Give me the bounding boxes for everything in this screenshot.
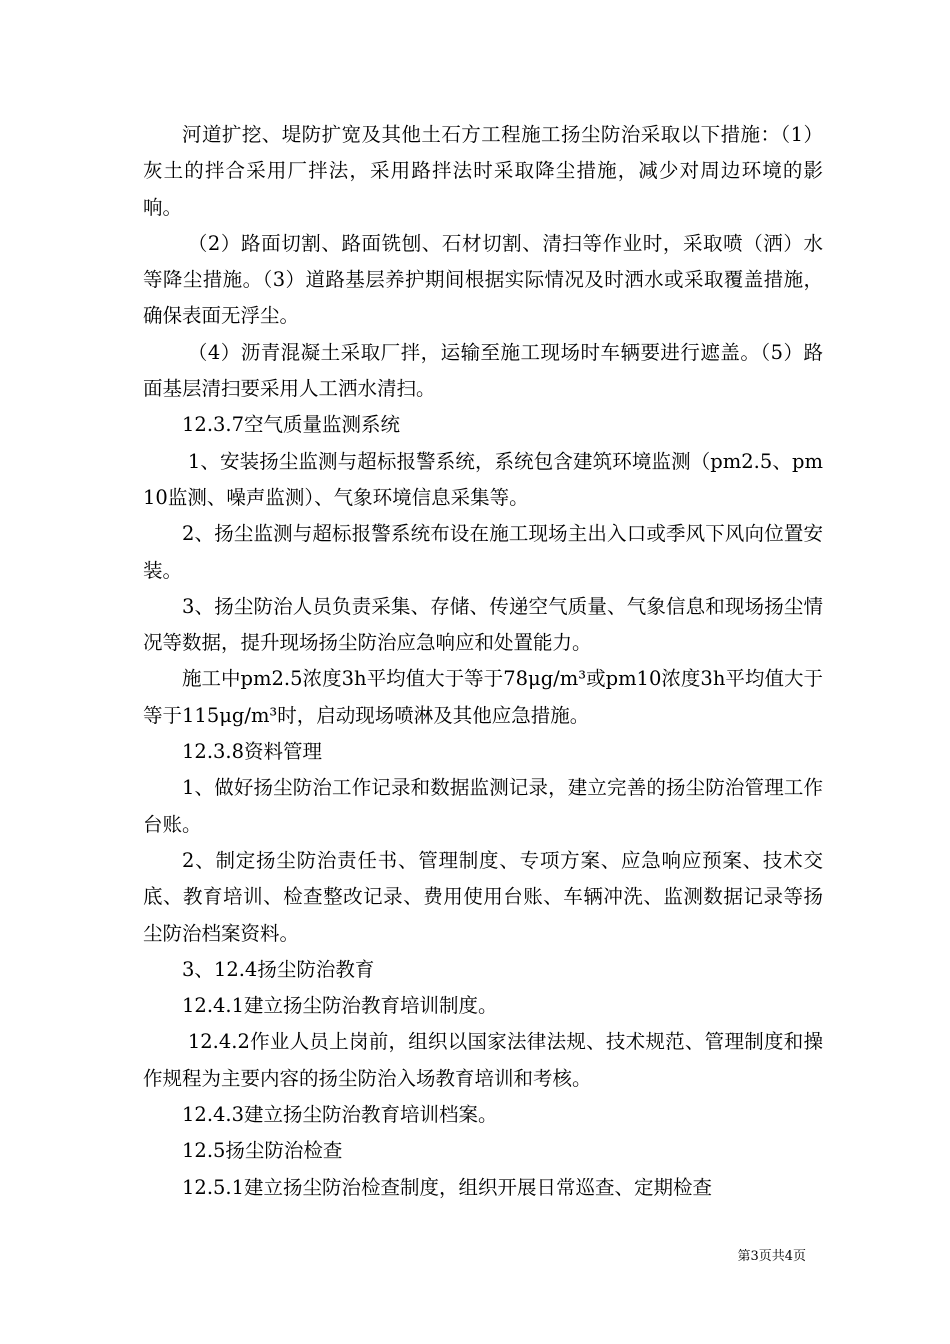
paragraph: 2、扬尘监测与超标报警系统布设在施工现场主出入口或季风下风向位置安装。 xyxy=(143,522,823,582)
paragraph: （4）沥青混凝土采取厂拌，运输至施工现场时车辆要进行遮盖。（5）路面基层清扫要采用人工洒水清扫。 xyxy=(143,340,823,401)
section-heading: 12.5扬尘防治检查 xyxy=(182,1139,343,1163)
section-heading: 12.3.7空气质量监测系统 xyxy=(182,413,401,437)
paragraph: 2、制定扬尘防治责任书、管理制度、专项方案、应急响应预案、技术交底、教育培训、检查整改记录、费用使用台账、车辆冲洗、监测数据记录等扬尘防治档案资料。 xyxy=(143,848,823,945)
paragraph: 12.4.3建立扬尘防治教育培训档案。 xyxy=(182,1103,498,1127)
document-body xyxy=(143,117,823,1206)
section-heading: 3、12.4扬尘防治教育 xyxy=(182,957,375,981)
section-heading: 12.3.8资料管理 xyxy=(182,740,323,764)
paragraph: 3、扬尘防治人员负责采集、存储、传递空气质量、气象信息和现场扬尘情况等数据，提升现场扬尘防治应急响应和处置能力。 xyxy=(143,594,823,655)
paragraph: 12.4.2作业人员上岗前，组织以国家法律法规、技术规范、管理制度和操作规程为主要内容的扬尘防治入场教育培训和考核。 xyxy=(143,1030,823,1090)
page-number-footer: 第3页共4页 xyxy=(737,1249,806,1264)
paragraph: 1、做好扬尘防治工作记录和数据监测记录，建立完善的扬尘防治管理工作台账。 xyxy=(143,776,823,836)
paragraph: 12.5.1建立扬尘防治检查制度，组织开展日常巡查、定期检查 xyxy=(182,1175,713,1199)
paragraph: 河道扩挖、堤防扩宽及其他土石方工程施工扬尘防治采取以下措施：（1）灰土的拌合采用厂拌法，采用路拌法时采取降尘措施，减少对周边环境的影响。 xyxy=(143,123,823,219)
paragraph: （2）路面切割、路面铣刨、石材切割、清扫等作业时，采取喷（洒）水等降尘措施。（3）道路基层养护期间根据实际情况及时洒水或采取覆盖措施，确保表面无浮尘。 xyxy=(143,231,823,328)
paragraph: 施工中pm2.5浓度3h平均值大于等于78μg/m³或pm10浓度3h平均值大于等于115μg/m³时，启动现场喷淋及其他应急措施。 xyxy=(143,667,823,727)
paragraph: 12.4.1建立扬尘防治教育培训制度。 xyxy=(182,994,498,1018)
paragraph: 1、安装扬尘监测与超标报警系统，系统包含建筑环境监测（pm2.5、pm10监测、噪声监测）、气象环境信息采集等。 xyxy=(143,449,823,509)
